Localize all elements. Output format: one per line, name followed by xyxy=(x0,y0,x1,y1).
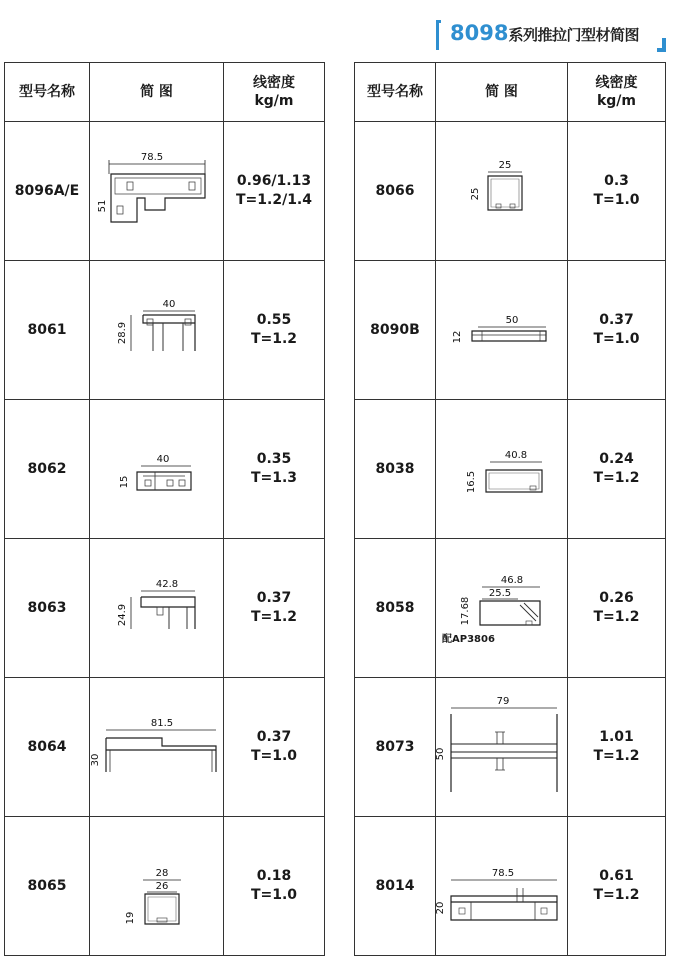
table-row xyxy=(355,400,666,539)
density-cell: 0.3 T=1.0 xyxy=(568,122,666,261)
accessory-note: 配AP3806 xyxy=(442,634,495,645)
model-name: 8090B xyxy=(355,261,436,400)
profile-8066-drawing xyxy=(442,146,562,236)
model-name: 8066 xyxy=(355,122,436,261)
table-row xyxy=(5,400,325,539)
dim-width: 78.5 xyxy=(491,868,514,879)
left-profile-table xyxy=(4,62,325,956)
profile-diagram xyxy=(90,261,224,400)
model-name: 8064 xyxy=(5,678,90,817)
model-name: 8073 xyxy=(355,678,436,817)
dim-height: 30 xyxy=(89,753,101,767)
title-series-number: 8098 xyxy=(450,21,509,45)
table-row xyxy=(5,817,325,956)
profile-8038-drawing xyxy=(442,424,562,514)
density-cell: 0.37 T=1.2 xyxy=(224,539,325,678)
table-row xyxy=(355,678,666,817)
model-name: 8058 xyxy=(355,539,436,678)
title-bracket-right xyxy=(657,38,666,52)
dim-width: 40 xyxy=(156,454,169,465)
header-model: 型号名称 xyxy=(5,63,90,122)
profile-diagram xyxy=(436,539,568,678)
profile-diagram xyxy=(436,678,568,817)
density-cell: 0.26 T=1.2 xyxy=(568,539,666,678)
table-row xyxy=(355,817,666,956)
dim-width: 40.8 xyxy=(504,450,527,461)
title-bracket-left xyxy=(436,20,441,50)
model-name: 8061 xyxy=(5,261,90,400)
dim-height: 51 xyxy=(96,199,108,213)
table-header-row xyxy=(355,63,666,122)
profile-8090B-drawing xyxy=(442,285,562,375)
table-row xyxy=(5,678,325,817)
dim-width: 40 xyxy=(162,299,175,310)
model-name: 8065 xyxy=(5,817,90,956)
dim-height: 16.5 xyxy=(465,470,477,494)
profile-8064-drawing xyxy=(89,702,222,792)
catalog-title xyxy=(436,18,666,52)
header-density: 线密度 kg/m xyxy=(568,63,666,122)
profile-diagram xyxy=(436,817,568,956)
model-name: 8063 xyxy=(5,539,90,678)
header-diagram: 简 图 xyxy=(90,63,224,122)
dim-inner-width: 26 xyxy=(155,881,168,892)
profile-8065-drawing xyxy=(97,836,217,936)
profile-diagram xyxy=(90,539,224,678)
dim-height: 50 xyxy=(434,747,446,761)
dim-width: 78.5 xyxy=(140,152,163,163)
profile-diagram xyxy=(436,400,568,539)
header-diagram: 简 图 xyxy=(436,63,568,122)
density-cell: 0.96/1.13 T=1.2/1.4 xyxy=(224,122,325,261)
density-cell: 0.55 T=1.2 xyxy=(224,261,325,400)
profile-diagram xyxy=(90,122,224,261)
model-name: 8014 xyxy=(355,817,436,956)
model-name: 8062 xyxy=(5,400,90,539)
table-row xyxy=(5,539,325,678)
header-density: 线密度 kg/m xyxy=(224,63,325,122)
density-cell: 0.35 T=1.3 xyxy=(224,400,325,539)
profile-diagram xyxy=(90,817,224,956)
table-row xyxy=(355,122,666,261)
dim-width: 79 xyxy=(496,696,509,707)
dim-width: 81.5 xyxy=(150,718,173,729)
density-cell: 0.37 T=1.0 xyxy=(568,261,666,400)
density-cell: 1.01 T=1.2 xyxy=(568,678,666,817)
dim-outer-width: 28 xyxy=(155,868,168,879)
profile-diagram xyxy=(90,678,224,817)
title-text: 系列推拉门型材简图 xyxy=(508,26,639,44)
profile-diagram xyxy=(436,122,568,261)
density-cell: 0.61 T=1.2 xyxy=(568,817,666,956)
profile-8061-drawing xyxy=(97,285,217,375)
profile-8062-drawing xyxy=(97,424,217,514)
right-profile-table xyxy=(354,62,666,956)
header-model: 型号名称 xyxy=(355,63,436,122)
density-cell: 0.37 T=1.0 xyxy=(224,678,325,817)
profile-8096-drawing xyxy=(97,146,217,236)
model-name: 8096A/E xyxy=(5,122,90,261)
dim-height: 25 xyxy=(469,187,481,201)
dim-height: 12 xyxy=(451,330,463,344)
dim-height: 15 xyxy=(118,475,130,489)
model-name: 8038 xyxy=(355,400,436,539)
profile-8014-drawing xyxy=(434,836,567,936)
profile-8063-drawing xyxy=(97,563,217,653)
profile-diagram xyxy=(436,261,568,400)
dim-height: 20 xyxy=(434,901,446,915)
dim-outer-width: 46.8 xyxy=(500,575,523,586)
table-row xyxy=(5,122,325,261)
dim-height: 28.9 xyxy=(116,321,128,345)
density-cell: 0.18 T=1.0 xyxy=(224,817,325,956)
dim-height: 19 xyxy=(124,911,136,925)
dim-inner-width: 25.5 xyxy=(488,588,511,599)
density-cell: 0.24 T=1.2 xyxy=(568,400,666,539)
dim-height: 24.9 xyxy=(116,603,128,627)
table-row xyxy=(355,261,666,400)
dim-height: 17.68 xyxy=(459,596,471,626)
profile-diagram xyxy=(90,400,224,539)
table-row xyxy=(355,539,666,678)
dim-width: 25 xyxy=(498,160,511,171)
dim-width: 42.8 xyxy=(155,579,178,590)
profile-8073-drawing xyxy=(434,692,567,802)
table-header-row xyxy=(5,63,325,122)
dim-width: 50 xyxy=(505,315,518,326)
table-row xyxy=(5,261,325,400)
